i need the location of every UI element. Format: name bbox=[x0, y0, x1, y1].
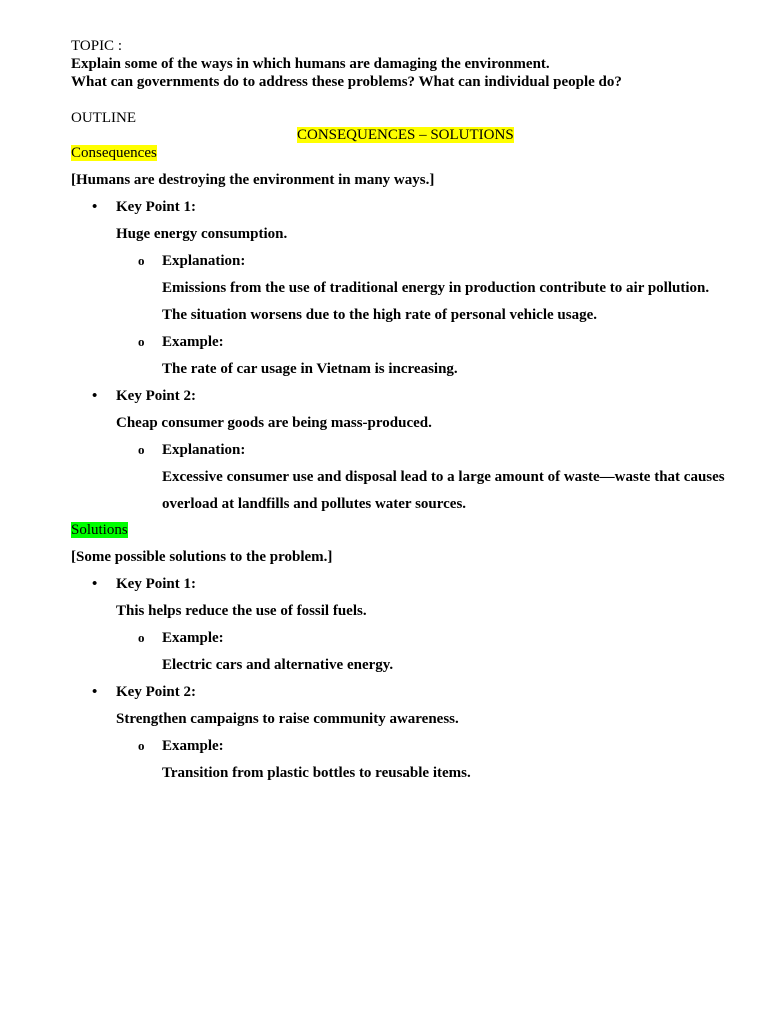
consequences-heading-text: Consequences bbox=[71, 145, 157, 161]
consequences-kp1-label: Key Point 1: bbox=[116, 199, 196, 215]
bullet-icon: • bbox=[92, 199, 98, 215]
sub-bullet-icon: o bbox=[138, 630, 145, 645]
consequences-heading bbox=[71, 144, 157, 162]
consequences-intro: [Humans are destroying the environment in many ways.] bbox=[71, 172, 435, 188]
consequences-kp1-explanation-label: Explanation: bbox=[162, 253, 246, 269]
bullet-icon: • bbox=[92, 388, 98, 404]
consequences-kp1-example-label: Example: bbox=[162, 334, 224, 350]
sub-bullet-icon: o bbox=[138, 334, 145, 349]
consequences-kp1-text: Huge energy consumption. bbox=[116, 226, 288, 242]
outline-label: OUTLINE bbox=[71, 110, 136, 126]
outline-center-title-text: CONSEQUENCES – SOLUTIONS bbox=[297, 127, 514, 143]
solutions-kp2-text: Strengthen campaigns to raise community awareness. bbox=[116, 711, 459, 727]
solutions-heading-text: Solutions bbox=[71, 522, 128, 538]
topic-line-2: What can governments do to address these problems? What can individual people do? bbox=[71, 74, 622, 90]
solutions-heading bbox=[71, 521, 128, 539]
consequences-kp1-explanation-1: Emissions from the use of traditional energy in production contribute to air pollution. bbox=[162, 280, 710, 296]
solutions-kp1-text: This helps reduce the use of fossil fuels. bbox=[116, 603, 367, 619]
sub-bullet-icon: o bbox=[138, 253, 145, 268]
solutions-kp2-example-label: Example: bbox=[162, 738, 224, 754]
topic-line-1: Explain some of the ways in which humans are damaging the environment. bbox=[71, 56, 550, 72]
solutions-kp1-example-text: Electric cars and alternative energy. bbox=[162, 657, 394, 673]
consequences-kp1-explanation-2: The situation worsens due to the high rate of personal vehicle usage. bbox=[162, 307, 597, 323]
bullet-icon: • bbox=[92, 684, 98, 700]
solutions-kp2-example-text: Transition from plastic bottles to reusable items. bbox=[162, 765, 471, 781]
sub-bullet-icon: o bbox=[138, 442, 145, 457]
solutions-kp1-example-label: Example: bbox=[162, 630, 224, 646]
solutions-kp1-label: Key Point 1: bbox=[116, 576, 196, 592]
solutions-intro: [Some possible solutions to the problem.] bbox=[71, 549, 333, 565]
consequences-kp2-explanation-label: Explanation: bbox=[162, 442, 246, 458]
topic-label: TOPIC : bbox=[71, 38, 122, 54]
consequences-kp2-label: Key Point 2: bbox=[116, 388, 196, 404]
consequences-kp2-explanation-1: Excessive consumer use and disposal lead to a large amount of waste—waste that causes bbox=[162, 469, 725, 485]
solutions-kp2-label: Key Point 2: bbox=[116, 684, 196, 700]
consequences-kp2-text: Cheap consumer goods are being mass-produced. bbox=[116, 415, 432, 431]
consequences-kp2-explanation-2: overload at landfills and pollutes water sources. bbox=[162, 496, 467, 512]
consequences-kp1-example-text: The rate of car usage in Vietnam is increasing. bbox=[162, 361, 458, 377]
bullet-icon: • bbox=[92, 576, 98, 592]
outline-center-title bbox=[297, 126, 514, 144]
sub-bullet-icon: o bbox=[138, 738, 145, 753]
